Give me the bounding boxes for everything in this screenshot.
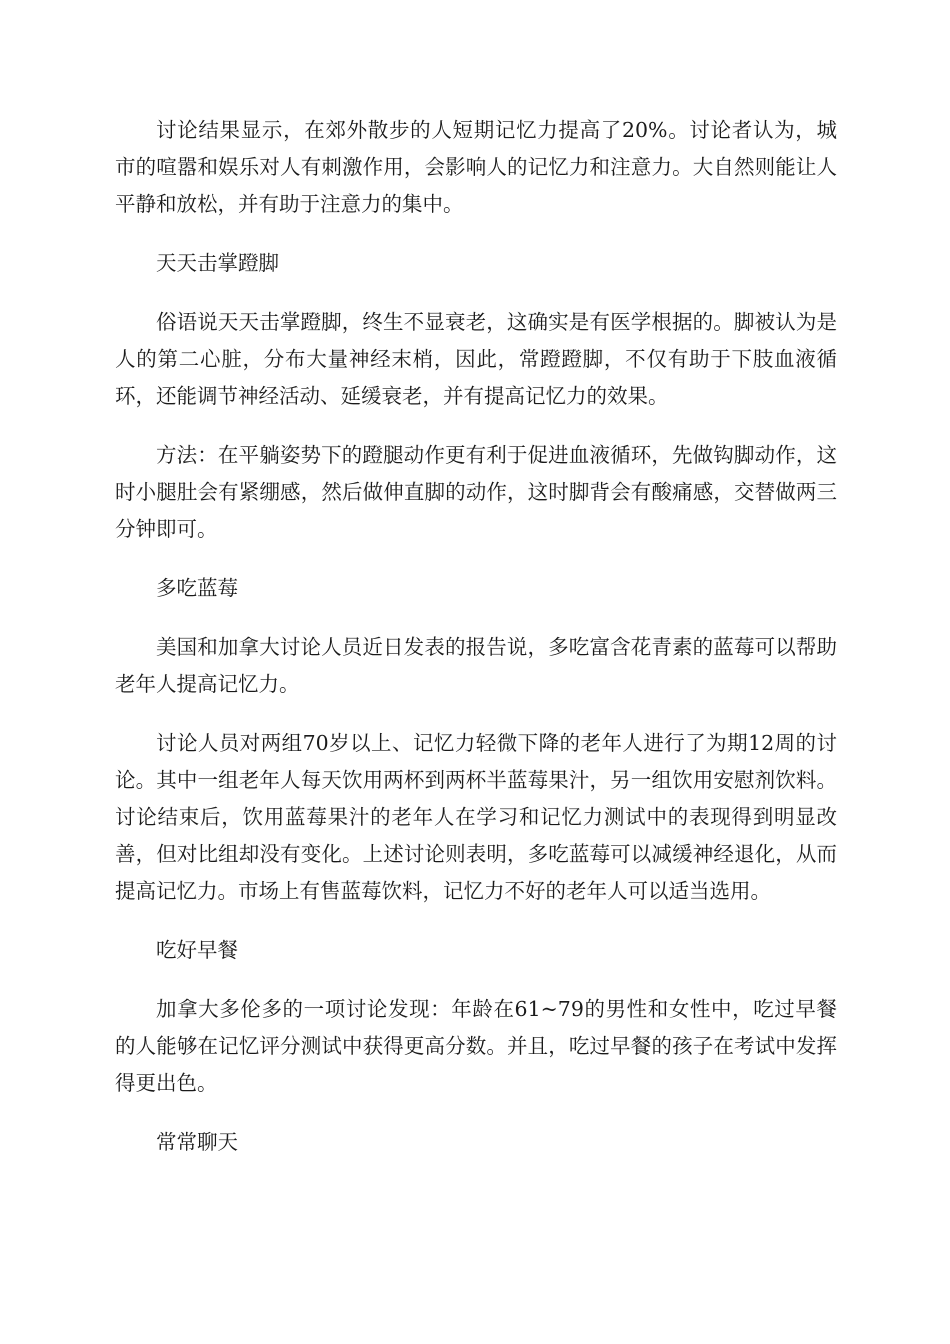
- paragraph-clap-stomp: 俗语说天天击掌蹬脚，终生不显衰老，这确实是有医学根据的。脚被认为是人的第二心脏，分布大量神经末梢，因此，常蹬蹬脚，不仅有助于下肢血液循环，还能调节神经活动、延缓衰老，并有提高记忆力的效果。: [115, 310, 837, 408]
- section-heading-blueberry: 多吃蓝莓: [156, 576, 238, 600]
- document-body: [115, 112, 837, 1183]
- paragraph-walking-result: 讨论结果显示，在郊外散步的人短期记忆力提高了20%。讨论者认为，城市的喧嚣和娱乐对人有刺激作用，会影响人的记忆力和注意力。大自然则能让人平静和放松，并有助于注意力的集中。: [115, 118, 837, 216]
- section-heading-clap-stomp: 天天击掌蹬脚: [156, 251, 279, 275]
- section-heading-breakfast: 吃好早餐: [156, 938, 238, 962]
- paragraph-method: 方法：在平躺姿势下的蹬腿动作更有利于促进血液循环，先做钩脚动作，这时小腿肚会有紧绷感，然后做伸直脚的动作，这时脚背会有酸痛感，交替做两三分钟即可。: [115, 443, 837, 541]
- paragraph-breakfast: 加拿大多伦多的一项讨论发现：年龄在61~79的男性和女性中，吃过早餐的人能够在记忆评分测试中获得更高分数。并且，吃过早餐的孩子在考试中发挥得更出色。: [115, 997, 837, 1095]
- paragraph-blueberry-study: 讨论人员对两组70岁以上、记忆力轻微下降的老年人进行了为期12周的讨论。其中一组老年人每天饮用两杯到两杯半蓝莓果汁，另一组饮用安慰剂饮料。讨论结束后，饮用蓝莓果汁的老年人在学习和记忆力测试中的表现得到明显改善，但对比组却没有变化。上述讨论则表明，多吃蓝莓可以减缓神经退化，从而提高记忆力。市场上有售蓝莓饮料，记忆力不好的老年人可以适当选用。: [115, 731, 837, 903]
- paragraph-blueberry-report: 美国和加拿大讨论人员近日发表的报告说，多吃富含花青素的蓝莓可以帮助老年人提高记忆力。: [115, 635, 837, 696]
- section-heading-chatting: 常常聊天: [156, 1130, 238, 1154]
